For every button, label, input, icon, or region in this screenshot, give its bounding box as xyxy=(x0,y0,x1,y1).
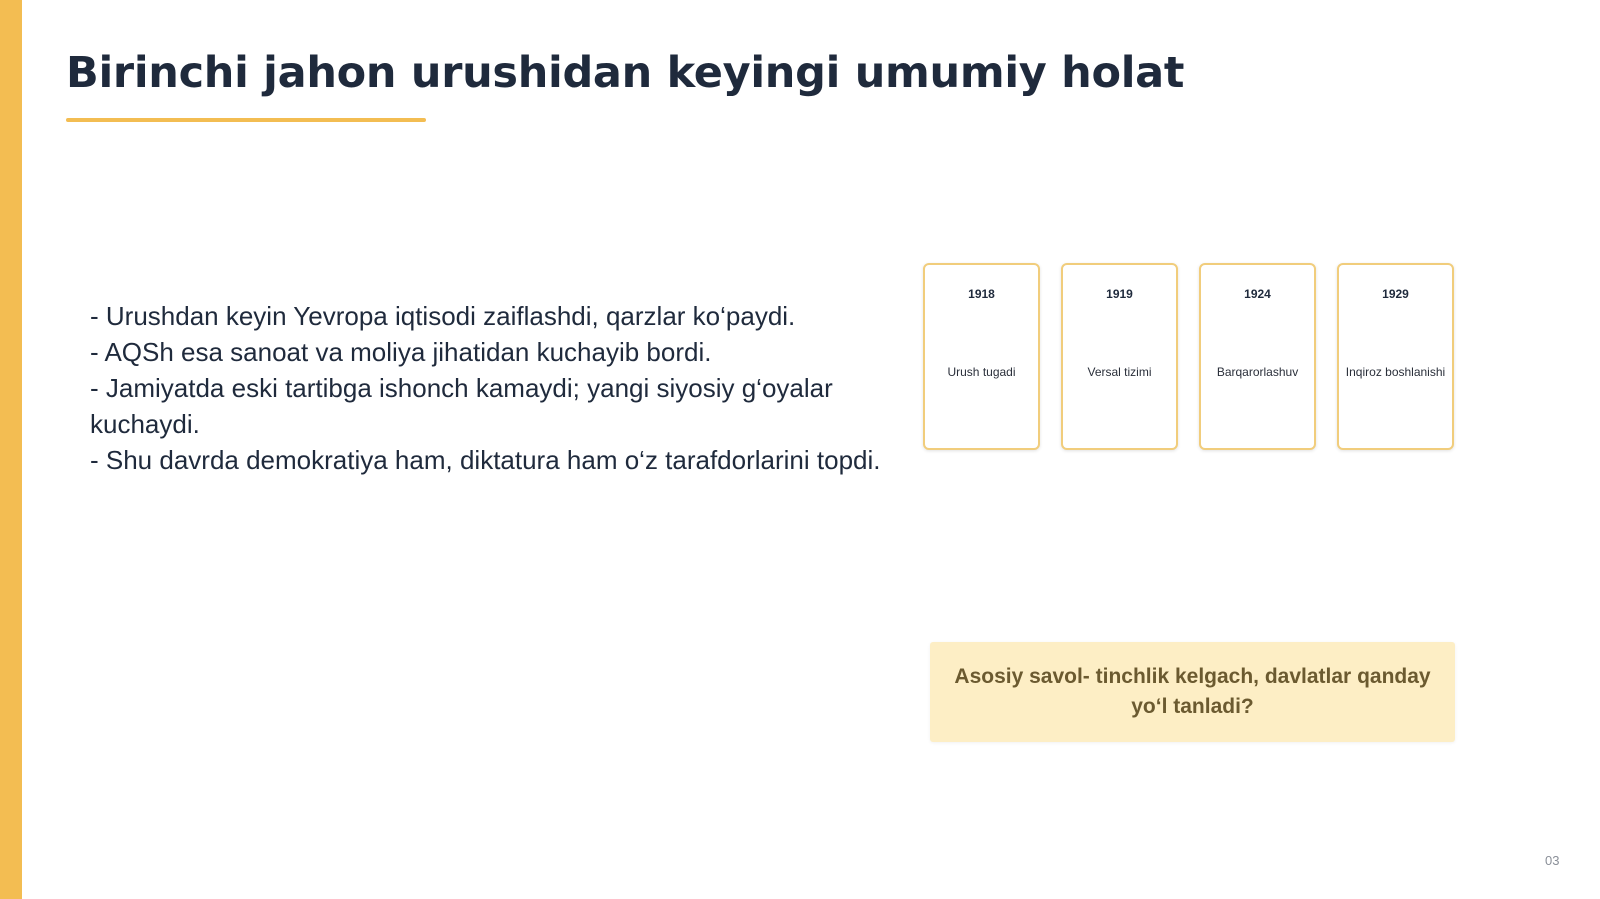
bullet-item: - Urushdan keyin Yevropa iqtisodi zaiflashdi, qarzlar ko‘paydi. xyxy=(90,301,796,331)
page-number: 03 xyxy=(1545,853,1560,868)
timeline-label: Inqiroz boshlanishi xyxy=(1345,365,1446,379)
timeline-card-1918 xyxy=(923,263,1040,450)
timeline-year: 1924 xyxy=(1244,287,1271,301)
timeline-label: Urush tugadi xyxy=(947,365,1016,379)
title-underline xyxy=(66,118,426,122)
slide-title: Birinchi jahon urushidan keyingi umumiy holat xyxy=(66,48,1185,98)
bullet-item: - AQSh esa sanoat va moliya jihatidan kuchayib bordi. xyxy=(90,337,712,367)
bullet-item: - Shu davrda demokratiya ham, diktatura ham o‘z tarafdorlarini topdi. xyxy=(90,445,881,475)
timeline-year: 1918 xyxy=(968,287,995,301)
timeline-label: Versal tizimi xyxy=(1087,365,1152,379)
timeline xyxy=(923,263,1454,450)
timeline-label: Barqarorlashuv xyxy=(1216,365,1299,379)
timeline-year: 1919 xyxy=(1106,287,1133,301)
timeline-card-1929 xyxy=(1337,263,1454,450)
timeline-card-1924 xyxy=(1199,263,1316,450)
key-question-text: Asosiy savol- tinchlik kelgach, davlatlar qanday yo‘l tanladi? xyxy=(954,665,1431,718)
bullet-item: - Jamiyatda eski tartibga ishonch kamaydi; yangi siyosiy g‘oyalar kuchaydi. xyxy=(90,373,833,439)
key-question-box xyxy=(930,642,1455,742)
timeline-year: 1929 xyxy=(1382,287,1409,301)
bullet-list xyxy=(90,298,890,478)
left-accent-bar xyxy=(0,0,22,899)
timeline-card-1919 xyxy=(1061,263,1178,450)
